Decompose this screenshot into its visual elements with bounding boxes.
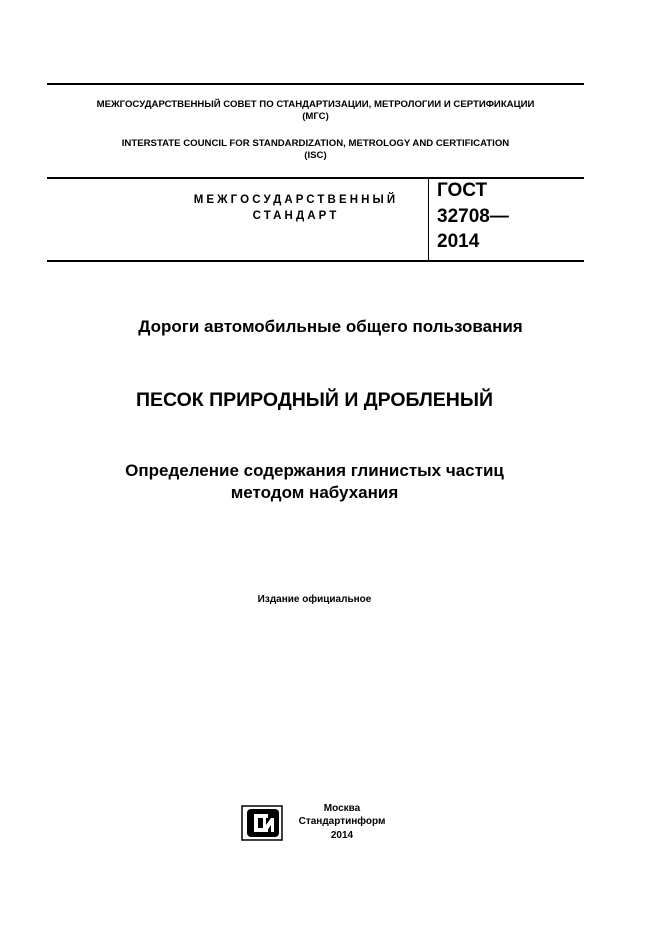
bottom-rule [47,260,584,262]
council-abbr-en: (ISC) [304,150,327,161]
publisher-city: Москва [323,803,361,814]
council-name-en: INTERSTATE COUNCIL FOR STANDARDIZATION, METROLOGY AND CERTIFICATION [121,138,510,149]
council-abbr-ru: (МГС) [302,111,329,122]
designation-divider [428,177,429,260]
council-name-ru: МЕЖГОСУДАРСТВЕННЫЙ СОВЕТ ПО СТАНДАРТИЗАЦИИ, МЕТРОЛОГИИ И СЕРТИФИКАЦИИ [96,99,535,110]
gost-designation-line1: ГОСТ [437,180,488,201]
document-subtitle: Дороги автомобильные общего пользования [138,317,523,336]
method-title-line1: Определение содержания глинистых частиц [125,461,504,480]
svg-text:СИ: СИ [261,828,263,829]
publisher-name: Стандартинформ [298,816,386,827]
publication-year: 2014 [330,830,354,841]
gost-designation-line2: 32708— [437,206,509,227]
standartinform-logo-icon [241,805,283,841]
method-title-line2: методом набухания [230,483,399,502]
gost-designation-line3: 2014 [437,231,480,252]
middle-rule [47,177,584,179]
document-title: ПЕСОК ПРИРОДНЫЙ И ДРОБЛЕНЫЙ [136,389,493,411]
top-rule [47,83,584,85]
standard-type-line1: МЕЖГОСУДАРСТВЕННЫЙ [193,194,399,206]
edition-label: Издание официальное [257,594,372,605]
standard-type-line2: СТАНДАРТ [252,210,340,222]
